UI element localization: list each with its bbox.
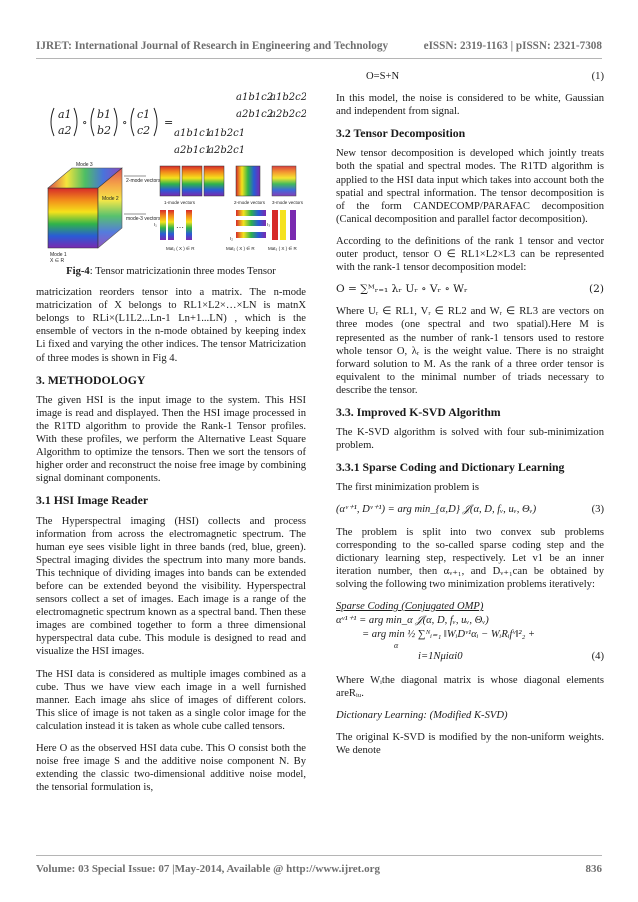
volume-info: Volume: 03 Special Issue: 07 |May-2014, Available @ http://www.ijret.org — [36, 863, 380, 875]
heading-sparse-coding: 3.3.1 Sparse Coding and Dictionary Learning — [336, 460, 565, 475]
vec2-label: 2-mode vectors — [126, 178, 161, 184]
running-header — [36, 40, 602, 52]
equation-2 — [336, 283, 604, 296]
vec3-label: mode-3 vectors — [126, 216, 161, 222]
res-t3: a2b1c2 — [236, 109, 274, 120]
svg-text:…: … — [176, 221, 184, 230]
equation-1 — [336, 70, 604, 83]
heading-methodology: 3. METHODOLOGY — [36, 372, 146, 387]
dictionary-label: Dictionary Learning: — [336, 710, 427, 722]
sparse-coding-label: Sparse Coding (Conjugated OMP) — [336, 601, 484, 612]
dim1-label: I₁ — [154, 222, 157, 227]
para-first: The first minimization problem is — [336, 482, 479, 494]
x-space-label: X ∈ R — [50, 258, 65, 264]
fibers2-label: 2-mode vectors — [234, 200, 266, 205]
mat2-label: Mat₂ ( X ) ∈ R — [226, 246, 255, 251]
dim2-label: I₂ — [230, 236, 233, 241]
dictionary-text: (Modified K-SVD) — [426, 710, 508, 722]
para-noise: In this model, the noise is considered to be white, Gaussian and independent from signal. — [336, 93, 604, 118]
vec-c1: c1 — [137, 108, 151, 121]
fibers3-label: 3-mode vectors — [272, 200, 304, 205]
para-decomposition: New tensor decomposition is developed which jointly treats both the spatial and spectral modes. The R1TD algorithm is applied to the HSI data input which takes into account both the spatial and spectral information. The tensor decomposition is of the form CANDECOMP/PARAFAC decomposition (Canical decomposition and parallel factor decomposition). — [336, 148, 604, 225]
heading-ksvd: 3.3. Improved K-SVD Algorithm — [336, 404, 501, 419]
vec-c2: c2 — [137, 124, 151, 137]
header-rule — [36, 58, 602, 59]
running-footer — [36, 863, 602, 875]
res-t2: a1b2c2 — [270, 92, 306, 103]
right-column — [336, 70, 604, 766]
journal-title: IJRET: International Journal of Research in Engineering and Technology — [36, 40, 389, 52]
eq3-number: (3) — [591, 504, 604, 516]
eq4-sub: α — [394, 641, 399, 650]
vec-a1: a1 — [58, 108, 72, 121]
res-t4: a2b2c2 — [270, 109, 306, 120]
mode3-label: Mode 3 — [76, 162, 93, 168]
eq1-number: (1) — [591, 71, 604, 82]
mode2-label: Mode 2 — [102, 196, 119, 202]
para-dictionary — [336, 709, 604, 722]
vec-b2: b2 — [97, 124, 112, 137]
para-where-2: Where Wᵢthe diagonal matrix is whose diagonal elements areRᵢᵤ. — [336, 675, 604, 700]
vec-a2: a2 — [58, 124, 72, 137]
figure-4 — [36, 70, 306, 265]
caption-label: Fig-4 — [66, 266, 90, 277]
eq2-body: O = ∑ᴹᵣ₌₁ λᵣ Uᵣ ∘ Vᵣ ∘ Wᵣ — [336, 283, 468, 296]
vec-b1: b1 — [97, 108, 112, 121]
mat3-label: Mat₃ ( X ) ∈ R — [268, 246, 297, 251]
res-b3: a2b1c1 — [174, 145, 212, 156]
para-original: The original K-SVD is modified by the non-uniform weights. We denote — [336, 732, 604, 757]
para-definitions: According to the definitions of the rank 1 tensor and vector outer product, tensor O ∈ RL1×L2×L3 can be represented with the rank-1 tensor decomposition model: — [336, 235, 604, 274]
page-number: 836 — [585, 863, 602, 875]
paren — [51, 108, 54, 136]
eq4-line3: i=1Nμiαi0 — [418, 651, 463, 662]
eq1-body: O=S+N — [366, 71, 400, 82]
fibers1-label: 1-mode vectors — [164, 200, 196, 205]
para-where: Where Uᵣ ∈ RL1, Vᵣ ∈ RL2 and Wᵣ ∈ RL3 are vectors on three modes (one spectral and two spatial).Here M is represented as the number of rank-1 tensors used to restore whole tensor O, λᵣ is the weight value. There is no straight forward solution to M. As the rank of a three order tensor is equivalent to the minimal number of triads necessary to describe the tensor. — [336, 306, 604, 396]
mat1-label: Mat₁ ( X ) ∈ R — [166, 246, 195, 251]
svg-text:=: = — [164, 116, 174, 129]
issn: eISSN: 2319-1163 | pISSN: 2321-7308 — [423, 40, 602, 52]
para-methodology: The given HSI is the input image to the system. This HSI image is read and displayed. Then the HSI image processed in the R1TD algorithm to provide the Rank-1 Tensor profiles. With these profiles, we perform the Alternative Least Square Algorithm to optimize the tensors. Then we sort the tensors of higher order and reconstruct the noise free image by combining signal dominant components. — [36, 394, 306, 485]
left-column — [36, 70, 306, 803]
figure-caption — [36, 265, 306, 278]
eq3-body: (αᵛ⁺¹, Dᵛ⁺¹) = arg min_{α,D} 𝒥(α, D, fᵥ, uᵥ, Θᵥ) — [336, 504, 537, 516]
equation-4-block — [336, 600, 604, 664]
res-b2: a1b2c1 — [208, 128, 246, 139]
eq4-line1: αᵛ¹⁺¹ = arg min_α 𝒥(α, D, fᵥ, uᵥ, Θᵥ) — [336, 615, 489, 626]
heading-hsi-reader: 3.1 HSI Image Reader — [36, 493, 149, 508]
dim3-label: I₃ — [267, 222, 271, 227]
eq4-line2: = arg min ½ ∑ᴺᵢ₌₁ ‖WᵢDᵛ¹αᵢ − WᵢRᵢfᵛ‖²₂ + — [362, 629, 536, 640]
svg-text:∘: ∘ — [122, 116, 128, 129]
equation-3 — [336, 503, 604, 516]
res-b1: a1b1c1 — [174, 128, 212, 139]
caption-text: : Tensor matricizationin three modes Tensor — [89, 266, 276, 277]
tensor-figure — [36, 70, 306, 265]
para-observed: Here O as the observed HSI data cube. This O consist both the noise free image S and the additive noise component N. By extending the classic two-dimensional additive noise model, the tensorial formulation is, — [36, 743, 306, 794]
eq2-number: (2) — [588, 283, 604, 296]
para-hsi-reader: The Hyperspectral imaging (HSI) collects and process information from across the electromagnetic spectrum. The human eye sees visible light in three bands (red, blue, green). Spectral imaging divides the spectrum into many more bands. This technique of dividing images into bands can be extended before can be extended beyond the visibility. Hyperspectral sensors collect a set of images. Each image is a range of the electromagnetic spectrum known as a spectral band. Then these images are combined together to form a three dimensional hyperspectral data cube. This module is designed to read and visualize the HSI images. — [36, 515, 306, 658]
tensor-cube — [48, 168, 122, 248]
para-matricization: matricization reorders tensor into a matrix. The n-mode matricization of X belongs to RL1×L2×…×LN is matnX belongs to RLi×(L1L2...Ln-1 Ln+1...LN) , which is the ensemble of vectors in the n-mode obtained by keeping index Li fixed and varying the other indices. The tensor Matricization of three modes is shown in Fig 4. — [36, 287, 306, 364]
outer-op: ∘ — [82, 116, 88, 129]
heading-tensor-decomposition: 3.2 Tensor Decomposition — [336, 126, 466, 141]
para-ksvd: The K-SVD algorithm is solved with four sub-minimization problem. — [336, 427, 604, 452]
footer-rule — [36, 855, 602, 856]
para-split: The problem is split into two convex sub problems corresponding to the so-called sparse coding step and the dictionary learning step, respectively. Let v1 be an inner iteration number, then αᵥ₊₁, and Dᵥ₊₁can be obtained by solving the following two minimization problems iteratively: — [336, 526, 604, 590]
res-t1: a1b1c2 — [236, 92, 274, 103]
res-b4: a2b2c1 — [208, 145, 246, 156]
eq4-number: (4) — [591, 651, 604, 662]
para-cube: The HSI data is considered as multiple images combined as a cube. Thus we have view each image in a well furnished manner. Each image ahs slice of images of different colors. This slice of image is not taken as a single color image for the calculation instead it is taken as whole cube called tensors. — [36, 668, 306, 732]
mode1-label: Mode 1 — [50, 252, 67, 258]
